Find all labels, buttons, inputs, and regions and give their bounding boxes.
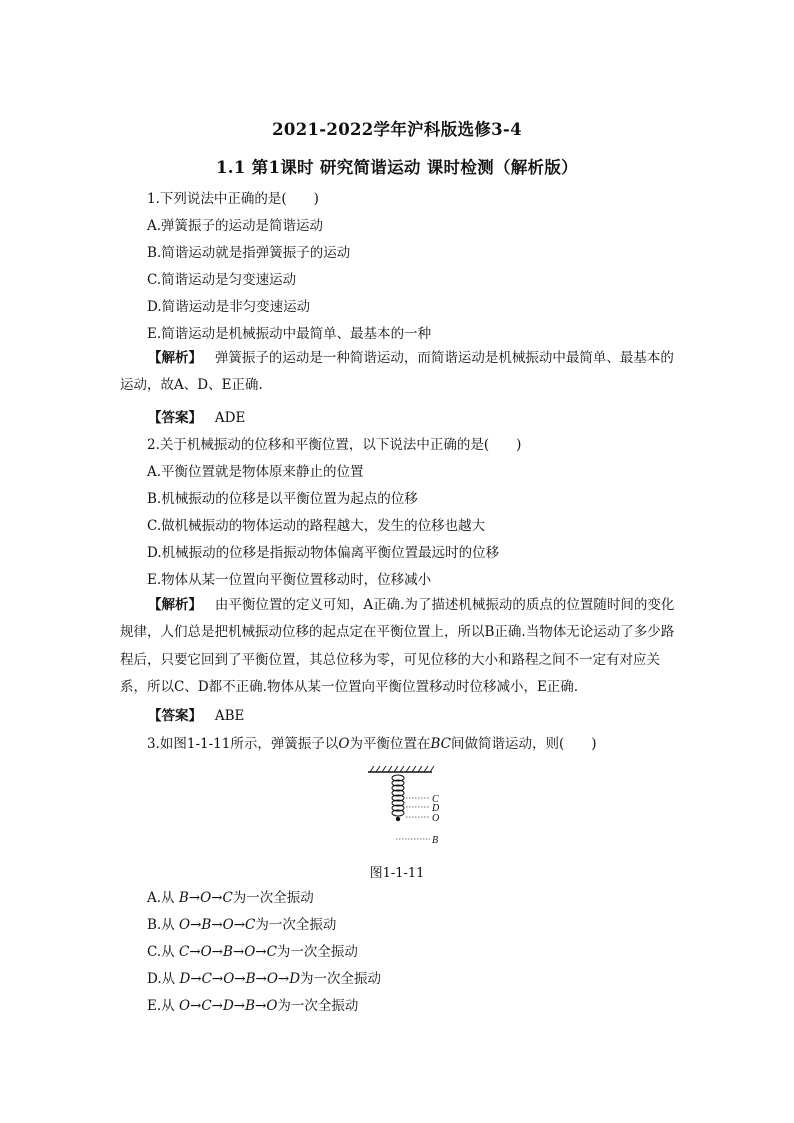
title-line-2: 1.1 第1课时 研究简谐运动 课时检测（解析版） [216, 158, 578, 177]
q1-analysis-tag: 【解析】 [148, 350, 202, 366]
q3-option-c [147, 942, 358, 962]
q3-option-b-path: O→B→O→C [179, 917, 256, 933]
q3-option-d-tail: 为一次全振动 [300, 971, 382, 987]
q3-option-c-letter: C.从 [147, 944, 179, 960]
q2-answer-tag: 【答案】 [148, 708, 202, 724]
q3-option-b-tail: 为一次全振动 [255, 917, 337, 933]
q1-option-b: B.简谐运动就是指弹簧振子的运动 [147, 245, 351, 261]
q1-option-d: D.简谐运动是非匀变速运动 [147, 299, 311, 315]
ceiling-hatch [368, 766, 434, 772]
q1-option-a: A.弹簧振子的运动是简谐运动 [147, 218, 324, 234]
q3-option-a [147, 888, 314, 908]
q2-analysis [120, 592, 680, 702]
q1-answer [148, 408, 245, 428]
q3-option-c-path: C→O→B→O→C [178, 944, 277, 960]
spring-coil [392, 775, 404, 816]
q3-stem-bc: BC [430, 736, 451, 752]
q3-option-e-path: O→C→D→B→O [178, 998, 278, 1014]
q2-option-b: B.机械振动的位移是以平衡位置为起点的位移 [147, 491, 418, 507]
oscillator-ball [396, 817, 400, 821]
q1-option-c: C.简谐运动是匀变速运动 [147, 272, 297, 288]
q2-answer-text: ABE [214, 708, 245, 724]
q3-option-b [147, 915, 336, 935]
q3-option-c-tail: 为一次全振动 [276, 944, 358, 960]
q3-stem-pre: 3.如图1-1-11所示，弹簧振子以 [147, 736, 339, 752]
label-c: C [432, 794, 439, 805]
q3-stem-o: O [338, 736, 350, 752]
q1-option-e: E.简谐运动是机械振动中最简单、最基本的一种 [147, 326, 432, 342]
q3-option-e [147, 996, 358, 1016]
q3-stem [147, 734, 597, 754]
q2-stem: 2.关于机械振动的位移和平衡位置，以下说法中正确的是( ) [147, 437, 522, 453]
q2-analysis-text: 由平衡位置的定义可知，A正确.为了描述机械振动的质点的位置随时间的变化规律，人们总是把机械振动位移的起点定在平衡位置上，所以B正确.当物体无论运动了多少路程后，只要它回到了平衡位置，其总位移为零，可见位移的大小和路程之间不一定有对应关系，所以C、D都不正确.物体从某一位置向平衡位置移动时位移减小，E正确. [120, 597, 675, 696]
label-o: O [432, 813, 440, 824]
title-line-1: 2021-2022学年沪科版选修3-4 [272, 120, 522, 139]
label-d: D [432, 803, 440, 814]
figure-caption: 图1-1-11 [369, 866, 425, 881]
q3-option-e-tail: 为一次全振动 [277, 998, 359, 1014]
q2-answer [148, 706, 244, 726]
q3-stem-post: 间做简谐运动，则( ) [450, 736, 597, 752]
q1-answer-tag: 【答案】 [148, 410, 202, 426]
q2-option-c: C.做机械振动的物体运动的路程越大，发生的位移也越大 [147, 518, 486, 534]
spring-oscillator-figure [366, 764, 440, 854]
q3-option-b-letter: B.从 [147, 917, 180, 933]
q2-analysis-tag: 【解析】 [148, 597, 202, 613]
q3-option-d [147, 969, 381, 989]
label-b: B [432, 835, 439, 846]
q3-option-a-tail: 为一次全振动 [232, 890, 314, 906]
q3-option-a-path: B→O→C [178, 890, 233, 906]
q1-stem: 1.下列说法中正确的是( ) [147, 191, 319, 207]
q2-option-d: D.机械振动的位移是指振动物体偏离平衡位置最远时的位移 [147, 545, 500, 561]
q3-option-d-letter: D.从 [147, 971, 180, 987]
q3-option-d-path: D→C→O→B→O→D [179, 971, 301, 987]
q3-stem-mid: 为平衡位置在 [349, 736, 431, 752]
q3-option-a-letter: A.从 [147, 890, 179, 906]
q2-option-a: A.平衡位置就是物体原来静止的位置 [147, 464, 364, 480]
q1-answer-text: ADE [214, 410, 246, 426]
q1-analysis [120, 345, 680, 400]
q2-option-e: E.物体从某一位置向平衡位置移动时，位移减小 [147, 572, 432, 588]
position-guides [396, 798, 430, 839]
q3-option-e-letter: E.从 [147, 998, 179, 1014]
q1-analysis-text: 弹簧振子的运动是一种简谐运动，而简谐运动是机械振动中最简单、最基本的运动，故A、D、E正确. [120, 350, 674, 394]
